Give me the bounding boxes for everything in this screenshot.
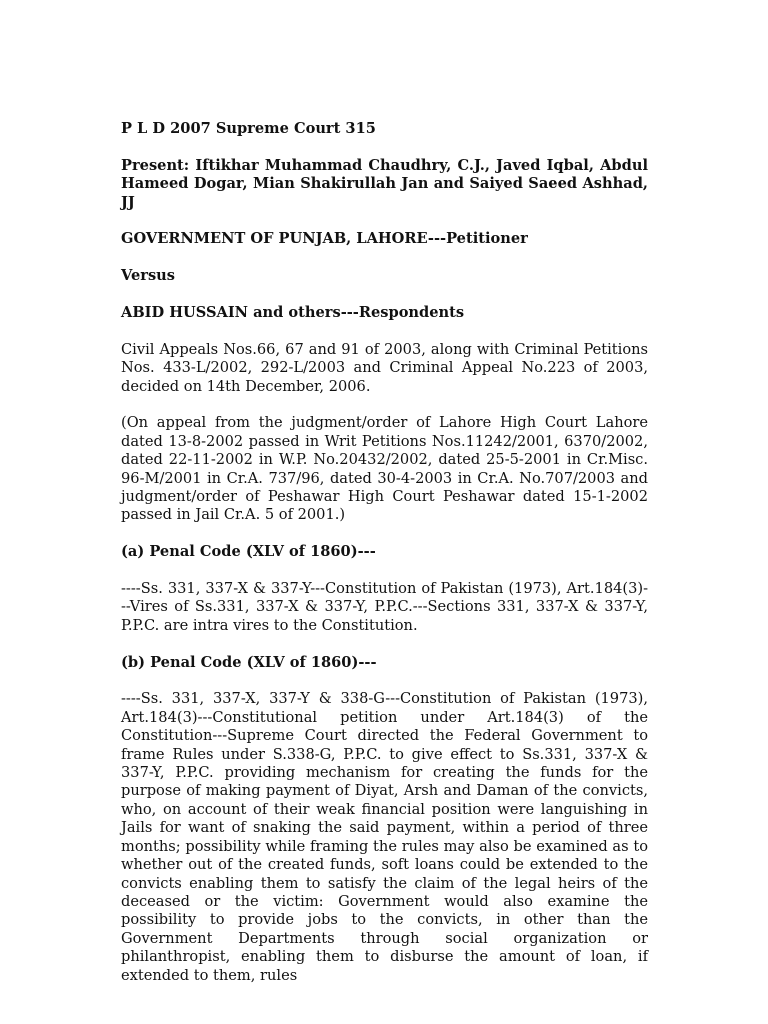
citation: P L D 2007 Supreme Court 315 bbox=[121, 120, 376, 137]
headnote-heading: (b) Penal Code (XLV of 1860)--- bbox=[121, 653, 377, 671]
headnote-body: ----Ss. 331, 337-X, 337-Y & 338-G---Constitution of Pakistan (1973), Art.184(3)---Constitutional petition under Art.184(3) of the Constitution---Supreme Court directed the Federal Government to frame Rules under S.338-G, P.P.C. to give effect to Ss.331, 337-X & 337-Y, P.P.C. providing mechanism for creating the funds for the purpose of making payment of Diyat, Arsh and Daman of the convicts, who, on account of their weak financial position were languishing in Jails for want of snaking the said payment, within a period of three months; possibility while framing the rules may also be examined as to whether out of the created funds, soft loans could be extended to the convicts enabling them to satisfy the claim of the legal heirs of the deceased or the victim: Government would also examine the possibility to provide jobs to the convicts, in other than the Government Departments through social organization or philanthropist, enabling them to disburse the amount of loan, if extended to them, rules bbox=[121, 690, 648, 984]
document-page bbox=[121, 120, 648, 1003]
appeal-from: (On appeal from the judgment/order of Lahore High Court Lahore dated 13-8-2002 passed in Writ Petitions Nos.11242/2001, 6370/2002, dated 22-11-2002 in W.P. No.20432/2002, dated 25-5-2001 in Cr.Misc. 96-M/2001 in Cr.A. 737/96, dated 30-4-2003 in Cr.A. No.707/2003 and judgment/order of Peshawar High Court Peshawar dated 15-1-2002 passed in Jail Cr.A. 5 of 2001.) bbox=[121, 414, 648, 524]
versus-label: Versus bbox=[121, 267, 175, 285]
respondents: ABID HUSSAIN and others---Respondents bbox=[121, 304, 465, 321]
bench-present: Present: Iftikhar Muhammad Chaudhry, C.J., Javed Iqbal, Abdul Hameed Dogar, Mian Shakirullah Jan and Saiyed Saeed Ashhad, JJ bbox=[121, 156, 648, 211]
headnote-body: ----Ss. 331, 337-X & 337-Y---Constitution of Pakistan (1973), Art.184(3)---Vires of Ss.331, 337-X & 337-Y, P.P.C.---Sections 331, 337-X & 337-Y, P.P.C. are intra vires to the Constitution. bbox=[121, 580, 648, 634]
case-numbers: Civil Appeals Nos.66, 67 and 91 of 2003, along with Criminal Petitions Nos. 433-L/2002, 292-L/2003 and Criminal Appeal No.223 of 2003, decided on 14th December, 2006. bbox=[121, 340, 648, 395]
headnote-heading: (a) Penal Code (XLV of 1860)--- bbox=[121, 543, 376, 561]
petitioner: GOVERNMENT OF PUNJAB, LAHORE---Petitioner bbox=[121, 230, 528, 248]
